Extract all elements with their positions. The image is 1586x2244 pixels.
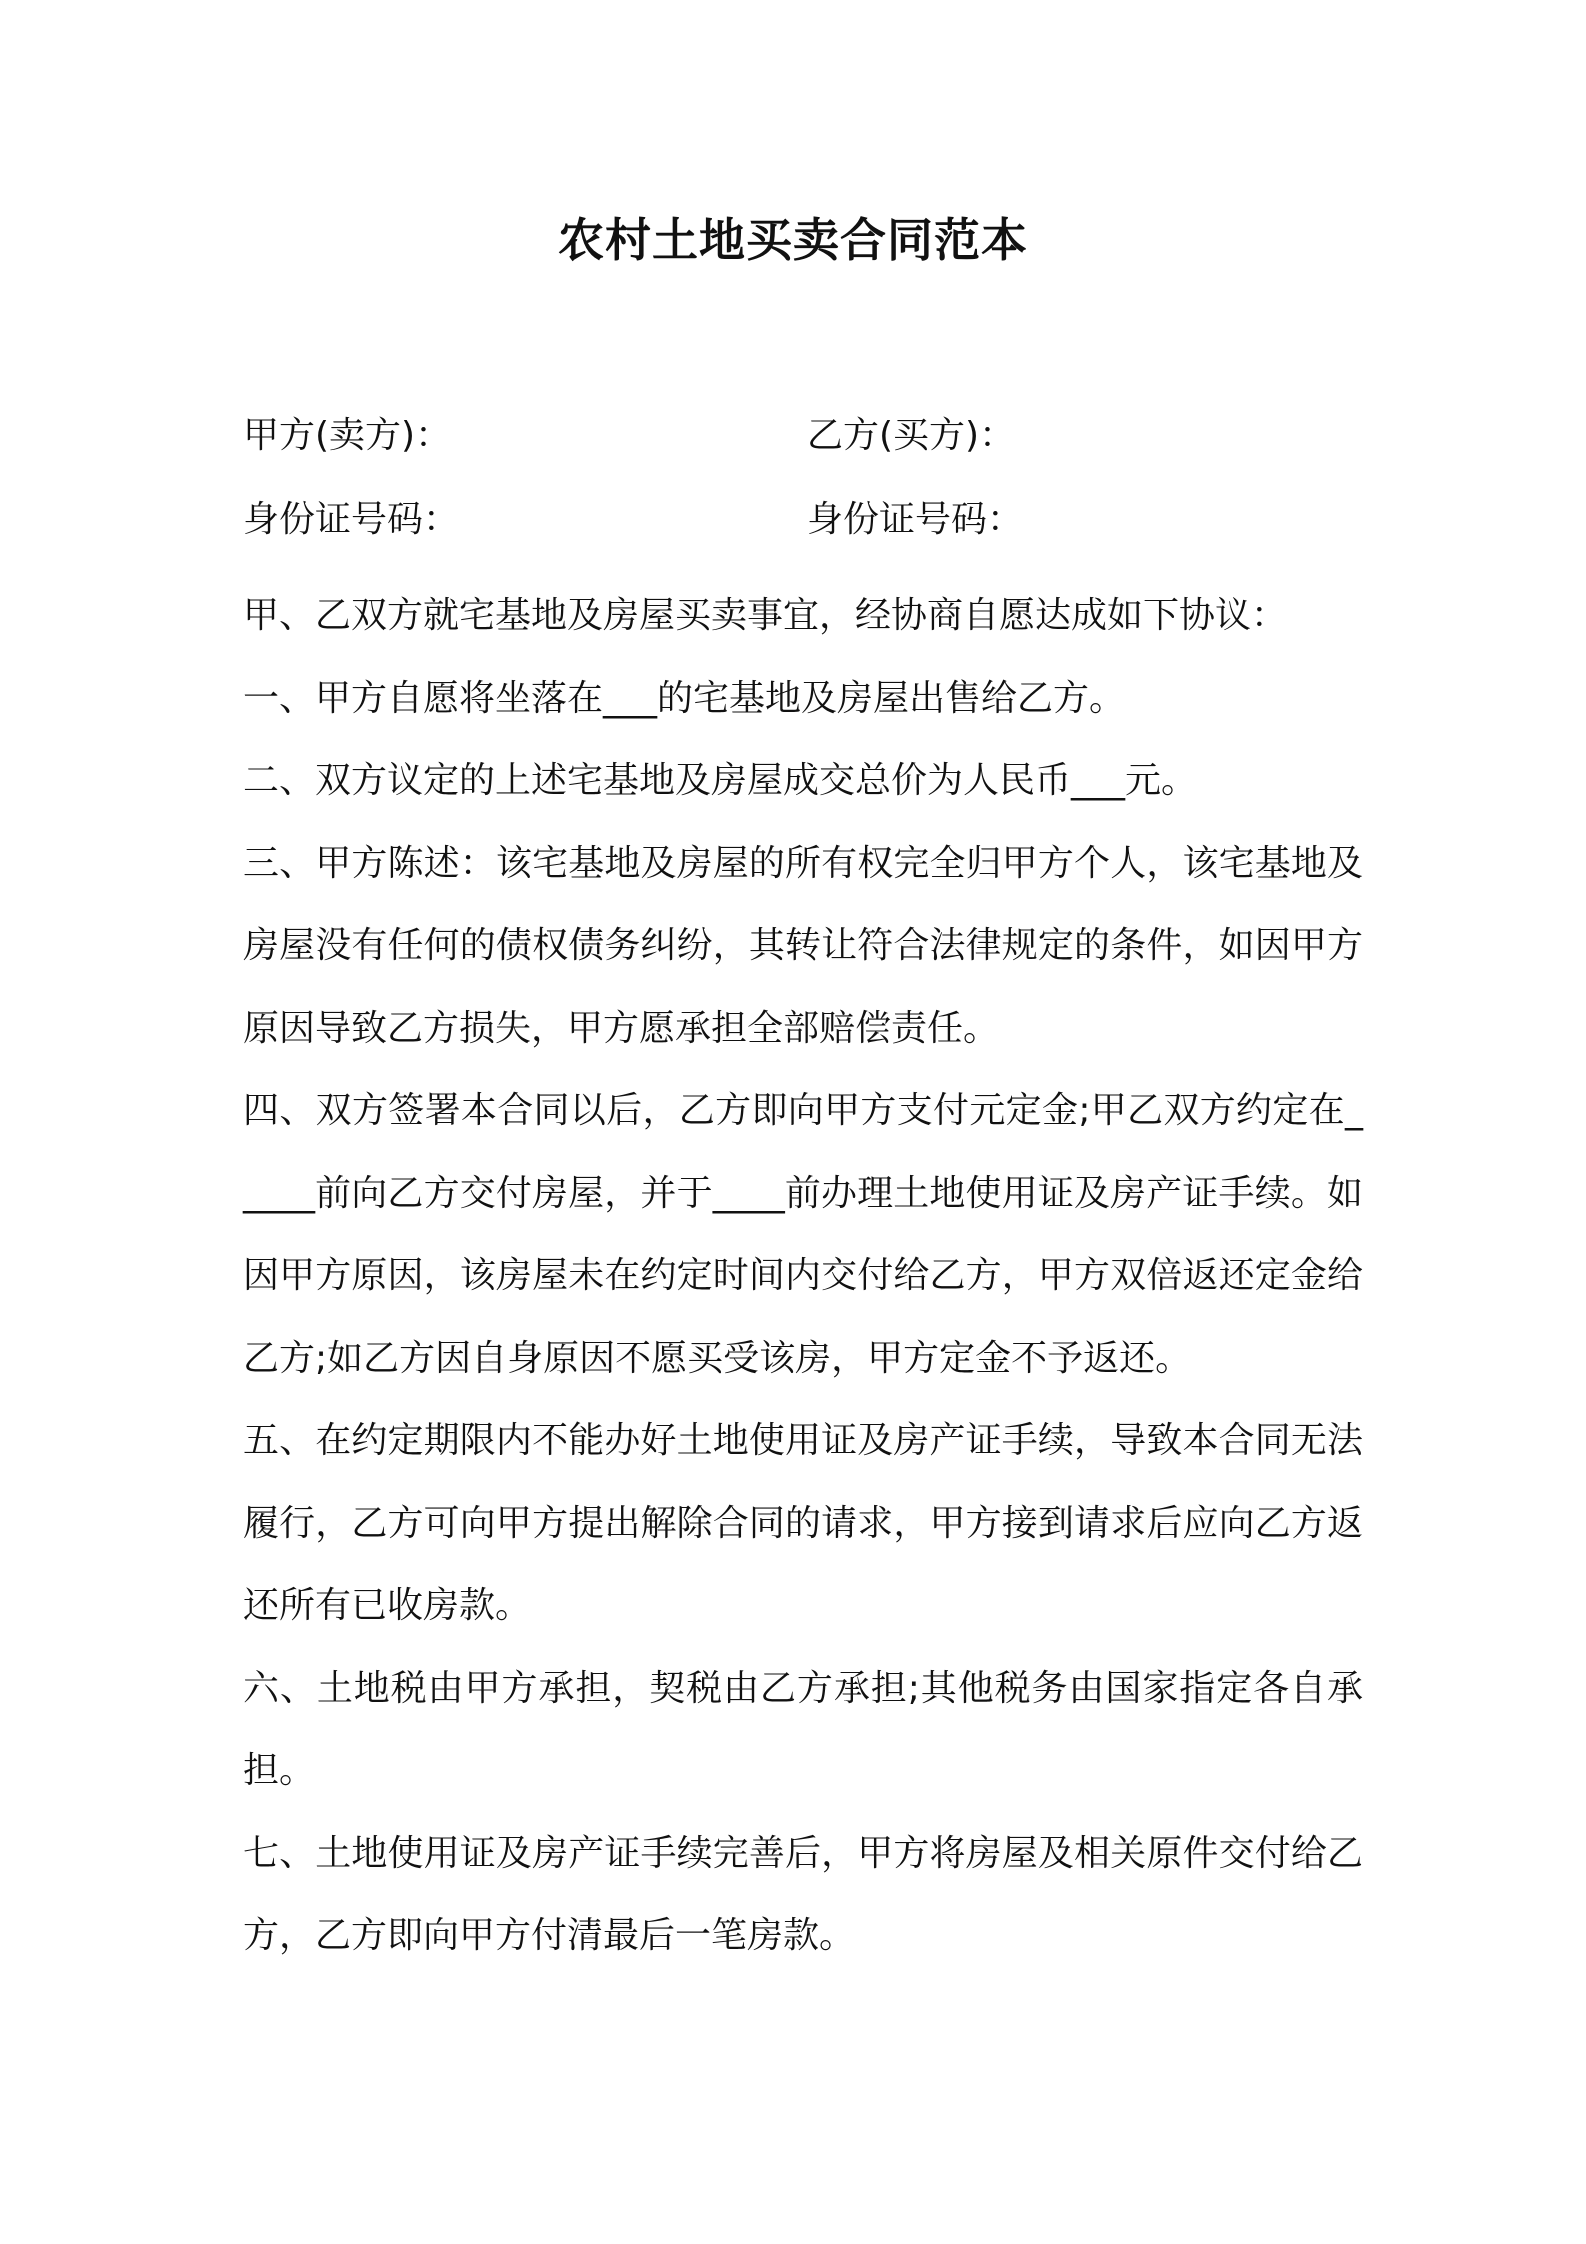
id-row	[243, 492, 1363, 548]
party-row	[243, 408, 1363, 464]
clause-1-paragraph: 一、甲方自愿将坐落在___的宅基地及房屋出售给乙方。	[243, 677, 1126, 719]
party-b-id-label: 身份证号码：	[807, 499, 1024, 540]
clause-7-paragraph: 七、土地使用证及房产证手续完善后，甲方将房屋及相关原件交付给乙方，乙方即向甲方付清最后一笔房款。	[243, 1832, 1363, 1956]
party-b-label: 乙方(买方)：	[807, 415, 1016, 456]
party-a-label: 甲方(卖方)：	[243, 415, 452, 456]
contract-body	[243, 575, 1363, 1978]
clause-6-paragraph: 六、土地税由甲方承担，契税由乙方承担;其他税务由国家指定各自承担。	[243, 1667, 1363, 1791]
party-a-id-label: 身份证号码：	[243, 499, 460, 540]
preamble-paragraph: 甲、乙双方就宅基地及房屋买卖事宜，经协商自愿达成如下协议：	[243, 595, 1288, 636]
document-title: 农村土地买卖合同范本	[558, 213, 1028, 267]
clause-5-paragraph: 五、在约定期限内不能办好土地使用证及房产证手续，导致本合同无法履行，乙方可向甲方提出解除合同的请求，甲方接到请求后应向乙方返还所有已收房款。	[243, 1420, 1363, 1626]
clause-4-paragraph: 四、双方签署本合同以后，乙方即向甲方支付元定金;甲乙双方约定在_____前向乙方交付房屋，并于____前办理土地使用证及房产证手续。如因甲方原因，该房屋未在约定时间内交付给乙方，甲方双倍返还定金给乙方;如乙方因自身原因不愿买受该房，甲方定金不予返还。	[243, 1090, 1363, 1379]
clause-3-paragraph: 三、甲方陈述：该宅基地及房屋的所有权完全归甲方个人，该宅基地及房屋没有任何的债权债务纠纷，其转让符合法律规定的条件，如因甲方原因导致乙方损失，甲方愿承担全部赔偿责任。	[243, 842, 1363, 1049]
clause-2-paragraph: 二、双方议定的上述宅基地及房屋成交总价为人民币___元。	[243, 760, 1198, 801]
